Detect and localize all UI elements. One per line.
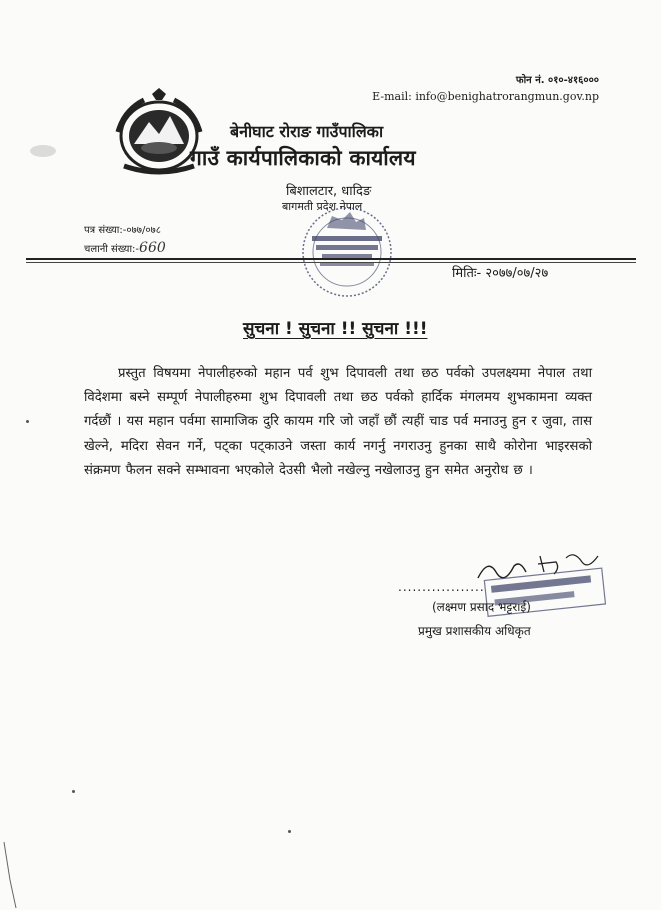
address-line-2: बागमती प्रदेश नेपाल <box>282 200 363 213</box>
signature-line: .................. <box>398 580 485 594</box>
signer-designation: प्रमुख प्रशासकीय अधिकृत <box>418 624 531 638</box>
dispatch-number <box>84 240 166 256</box>
office-name: गाउँ कार्यपालिकाको कार्यालय <box>190 146 416 170</box>
paper-speck <box>288 830 291 833</box>
notice-title: सुचना ! सुचना !! सुचना !!! <box>243 319 428 339</box>
phone-number: फोन नं. ०१०-४१६००० <box>515 75 599 86</box>
dispatch-label: चलानी संख्या:- <box>84 244 140 255</box>
address-line-1: बिशालटार, धादिङ <box>286 184 372 199</box>
notice-body: प्रस्तुत विषयमा नेपालीहरुको महान पर्व शुभ दिपावली तथा छठ पर्वको उपलक्ष्यमा नेपाल तथा विदेशमा बस्ने सम्पूर्ण नेपालीहरुमा शुभ दिपावली तथा छठ पर्वको हार्दिक मंगलमय शुभकामना व्यक्त गर्दछौं । यस महान पर्वमा सामाजिक दुरि कायम गरि जो जहाँ छौं त्यहीं चाड पर्व मनाउनु हुन र जुवा, तास खेल्ने, मदिरा सेवन गर्ने, पट्का पट्काउने जस्ता कार्य नगर्नु नगराउनु हुनका साथै कोरोना भाइरसको संक्रमण फैलन सक्ने सम्भावना भएकोले देउसी भैलो नखेल्नु नखेलाउनु हुन समेत अनुरोध छ । <box>84 366 592 478</box>
signer-name: (लक्ष्मण प्रसाद भट्टराई) <box>432 600 531 614</box>
scan-edge-mark <box>0 840 20 910</box>
letter-date: मितिः- २०७७/०७/२७ <box>452 266 549 281</box>
office-seal-stamp <box>272 206 422 302</box>
paper-speck <box>72 790 75 793</box>
email-address: E-mail: info@benighatrorangmun.gov.np <box>372 90 599 103</box>
reference-number: पत्र संख्या:-०७७/०७८ <box>84 225 161 236</box>
header-rule <box>26 258 636 260</box>
dispatch-value: 660 <box>139 240 166 256</box>
municipality-name: बेनीघाट रोराङ गाउँपालिका <box>230 122 384 141</box>
paper-speck <box>26 420 29 423</box>
paper-smudge <box>28 142 58 160</box>
